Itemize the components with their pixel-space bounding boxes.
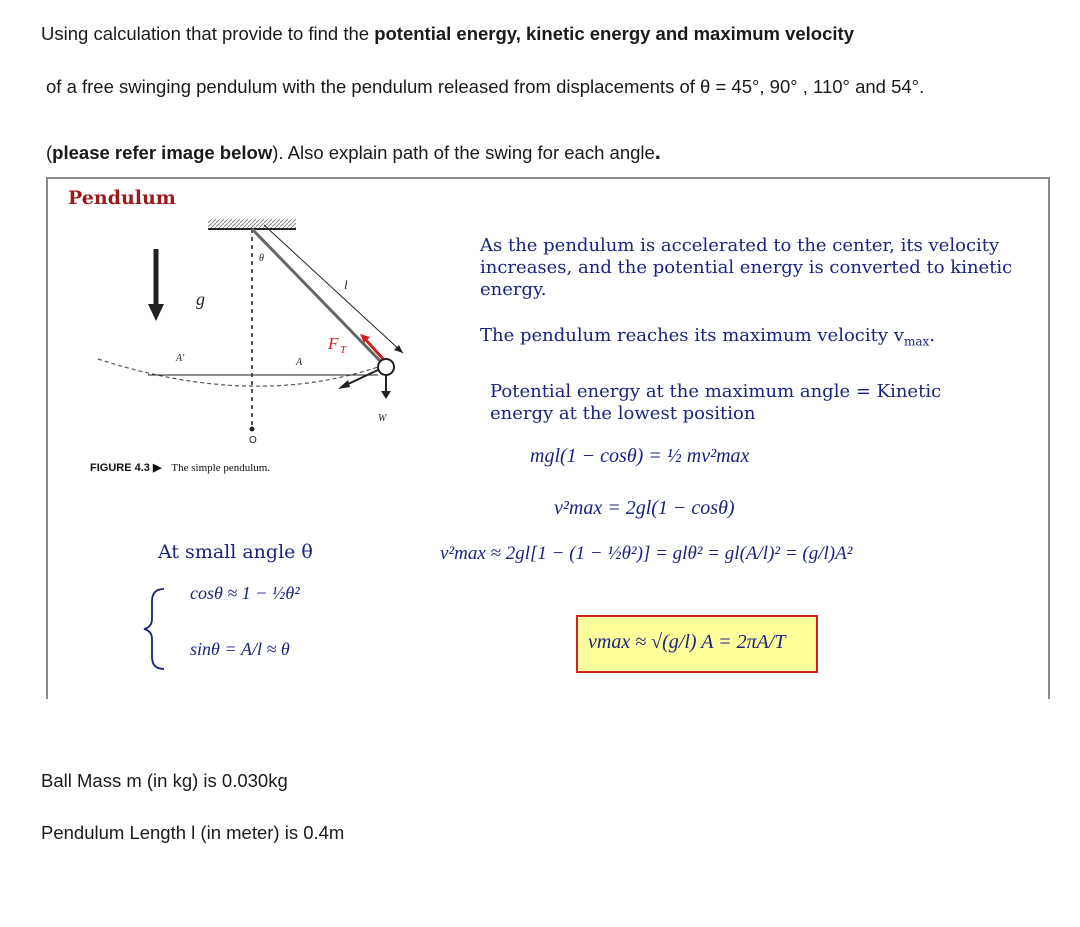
question-line-2: of a free swinging pendulum with the pendulum released from displacements of θ = 45°, 90° , 110° and 54°. [46,76,925,97]
cos-approximation: cosθ ≈ 1 − ½θ² [190,583,300,603]
question-line-1 [41,23,854,45]
small-angle-brace [144,589,164,669]
ft-label: F [328,334,339,353]
g-label: g [196,289,205,309]
figure-title: Pendulum [68,187,176,209]
w-label: W [378,413,387,424]
question-line-3-open: ( [46,142,53,163]
energy-equation: mgl(1 − cosθ) = ½ mv²max [530,445,750,467]
small-angle-title: At small angle θ [158,541,313,563]
vmax-result-equation: vmax ≈ √(g/l) A = 2πA/T [588,631,786,653]
a-prime-label: A' [176,353,185,364]
question-line-1-bold: potential energy, kinetic energy and maximum velocity [374,23,854,44]
figure-caption-text: The simple pendulum. [171,462,271,474]
explanation-paragraph-3: Potential energy at the maximum angle = Kinetic energy at the lowest position [490,381,942,424]
vmax-squared-equation: v²max = 2gl(1 − cosθ) [554,497,735,519]
sin-approximation: sinθ = A/l ≈ θ [190,639,290,659]
ft-sub-label: T [340,344,347,356]
explanation-paragraph-2-end: . [929,325,935,346]
theta-label: θ [259,253,264,264]
question-line-1-text: Using calculation that provide to find the [41,23,375,44]
lowest-point-dot [250,427,255,432]
explanation-paragraph-2-sub: max [903,334,930,349]
pendulum-string [252,229,386,367]
explanation-paragraph-2-text: The pendulum reaches its maximum velocity v [480,325,904,346]
swing-arc [98,359,378,386]
pendulum-bob [378,359,394,375]
question-line-3-period: . [654,139,661,164]
pendulum-figure [46,177,1050,699]
ceiling-hatch [208,219,296,229]
o-label: O [249,435,257,446]
figure-caption-number: FIGURE 4.3 ▶ [90,462,162,474]
restoring-force-arrowhead [338,380,350,389]
figure-caption [90,461,270,474]
pendulum-length-line: Pendulum Length l (in meter) is 0.4m [41,822,345,843]
question-line-3-text: ). Also explain path of the swing for each angle [272,142,655,163]
length-label: l [344,277,348,292]
a-label: A [296,357,303,368]
weight-arrowhead [381,391,391,399]
vmax-result-box [576,615,818,673]
question-line-3-bold: please refer image below [52,142,273,163]
question-line-3 [46,139,661,165]
ball-mass-line: Ball Mass m (in kg) is 0.030kg [41,770,288,791]
explanation-paragraph-2 [480,325,1040,353]
explanation-paragraph-1: As the pendulum is accelerated to the center, its velocity increases, and the potential energy is converted to kinetic energy. [480,235,1013,300]
gravity-arrow-head [148,304,164,321]
small-angle-equation: v²max ≈ 2gl[1 − (1 − ½θ²)] = glθ² = gl(A/l)² = (g/l)A² [440,543,853,564]
